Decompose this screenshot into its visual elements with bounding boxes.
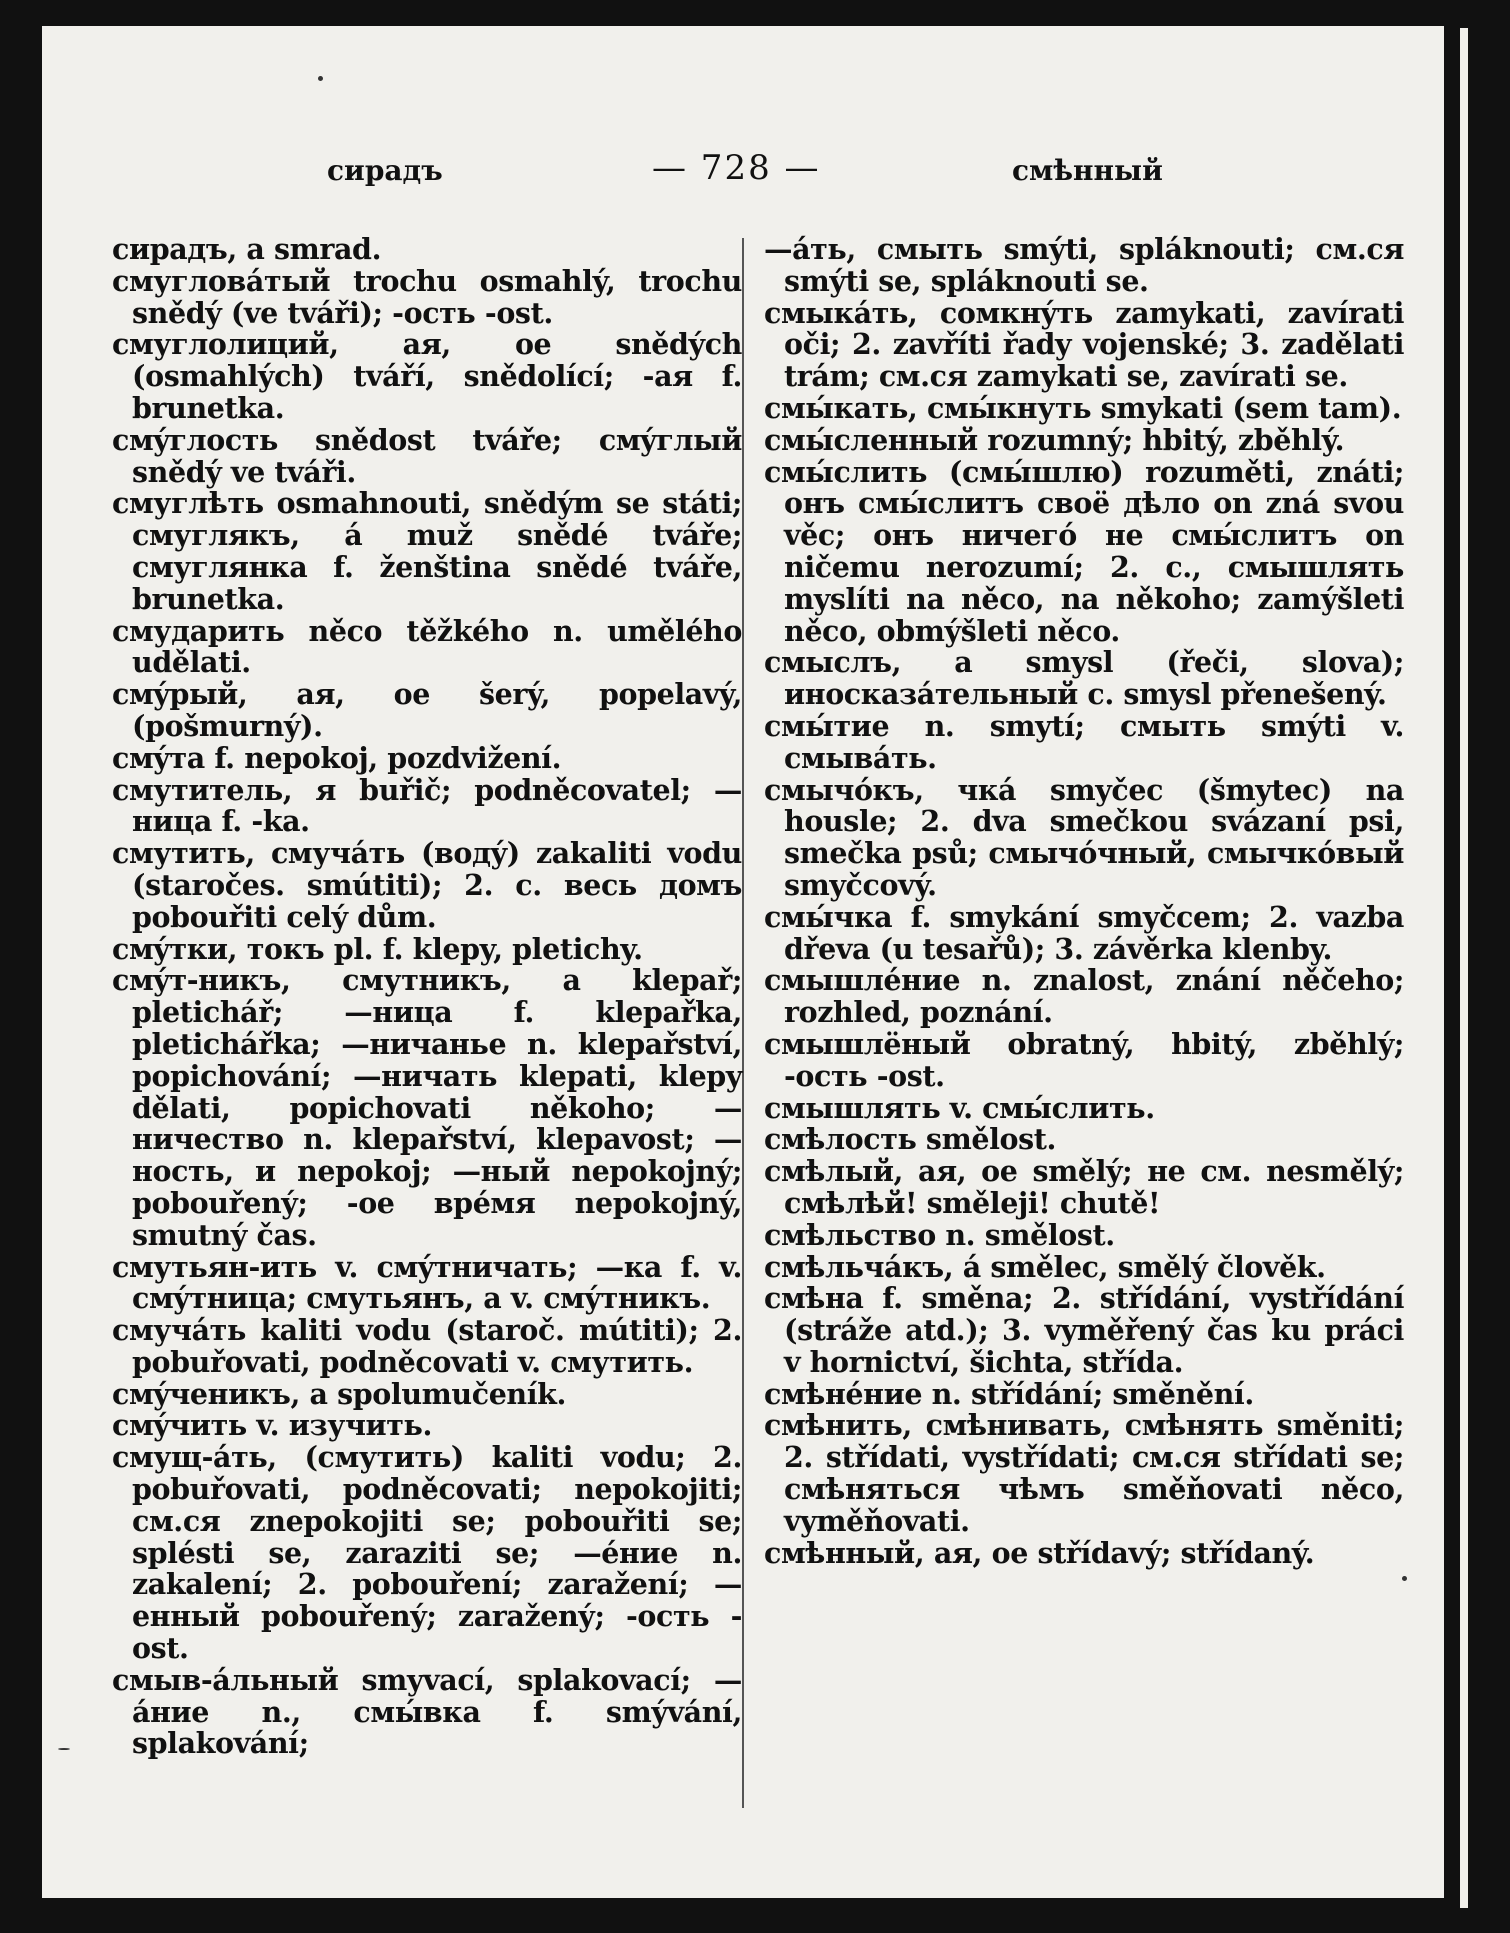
dictionary-entry: смугловáтый trochu osmahlý, trochu snědý (ve tváři); -ость -ost.: [112, 263, 742, 330]
dictionary-entry: смýченикъ, a spolumučeník.: [112, 1376, 567, 1411]
dictionary-entry: смышлёный obratný, hbitý, zběhlý; -ость -ost.: [764, 1026, 1404, 1093]
dictionary-entry: смуглѣть osmahnouti, snědým se státi; смуглякъ, á muž snědé tváře; смуглянка f. ženština snědé tváře, brunetka.: [112, 486, 742, 616]
dictionary-entry: смѣнить, смѣнивать, смѣнять směniti; 2. střídati, vystřídati; см.ся střídati se; смѣняться чѣмъ směňovati něco, vyměňovati.: [764, 1408, 1404, 1538]
dictionary-entry: смуглолиций, ая, ое snědých (osmahlých) tváří, snědolící; -ая f. brunetka.: [112, 327, 742, 425]
dictionary-entry: смутить, смучáть (водý) zakaliti vodu (staročes. smútiti); 2. с. весь домъ pobouřiti celý dům.: [112, 836, 742, 934]
dictionary-entry: смыслъ, a smysl (řeči, slova); иносказáтельный c. smysl přenešený.: [764, 645, 1404, 712]
page-header: [42, 144, 1444, 194]
dictionary-entry: смѣльство n. smělost.: [764, 1217, 1115, 1252]
dictionary-entry: смѣлый, ая, ое smělý; не см. nesmělý; смѣлѣй! směleji! chutě!: [764, 1154, 1404, 1220]
dictionary-entry: смѣльчáкъ, á smělec, smělý člověk.: [764, 1249, 1326, 1284]
dictionary-entry: смы́кать, смы́кнуть smykati (sem tam).: [764, 390, 1402, 425]
dictionary-page: [42, 26, 1444, 1898]
dictionary-entry: смѣна f. směna; 2. střídání, vystřídání (stráže atd.); 3. vyměřený čas ku práci v hornictví, šichta, střída.: [764, 1281, 1404, 1379]
dictionary-entry: смýчить v. изучить.: [112, 1408, 433, 1443]
dictionary-entry: смы́тие n. smytí; смыть smýti v. смывáть.: [764, 708, 1404, 775]
dictionary-entry: смутитель, я buřič; podněcovatel; —ница f. -ka.: [112, 772, 742, 839]
dictionary-entry: смущ-áть, (смутить) kaliti vodu; 2. pobuřovati, podněcovati; nepokojiti; см.ся znepokojiti se; pobouřiti se; splésti se, zaraziti se; —éние n. zakalení; 2. pobouření; zaražení; —енный pobouřený; zaražený; -ость -ost.: [112, 1440, 742, 1666]
dictionary-entry: смѣнный, ая, ое střídavý; střídaný.: [764, 1535, 1315, 1570]
dictionary-entry: сирадъ, a smrad.: [112, 232, 382, 266]
dictionary-entry: —áть, смыть smýti, spláknouti; см.ся smýti se, spláknouti se.: [764, 232, 1404, 298]
dictionary-entry: смутьян-ить v. смýтничать; —ка f. v. смýтница; смутьянъ, a v. смýтникъ.: [112, 1249, 742, 1316]
dictionary-entry: смыв-áльный smyvací, splakovací; —áние n., смы́вка f. smývání, splakování;: [112, 1662, 742, 1761]
dictionary-entry: смýта f. nepokoj, pozdvižení.: [112, 740, 562, 775]
column-divider: [742, 238, 744, 1808]
dictionary-entry: смýглость snědost tváře; смýглый snědý ve tváři.: [112, 422, 742, 489]
dictionary-entry: смударить něco těžkého n. umělého udělati.: [112, 613, 742, 680]
print-speck: [58, 1748, 70, 1750]
dictionary-entry: смы́сленный rozumný; hbitý, zběhlý.: [764, 422, 1345, 457]
adjacent-page-edge: [1460, 28, 1468, 1908]
left-column: [112, 234, 742, 1760]
dictionary-entry: смучáть kaliti vodu (staroč. mútiti); 2. pobuřovati, podněcovati v. смутить.: [112, 1313, 742, 1379]
dictionary-entry: смы́чка f. smykání smyčcem; 2. vazba dřeva (u tesařů); 3. závěrka klenby.: [764, 899, 1404, 966]
dictionary-entry: смýрый, ая, ое šerý, popelavý, (pošmurný).: [112, 677, 742, 743]
right-column: [764, 234, 1404, 1569]
dictionary-entry: смычóкъ, чкá smyčec (šmytec) na housle; 2. dva smečkou svázaní psi, smečka psů; смычóчный, смычкóвый smyčcový.: [764, 772, 1404, 902]
dictionary-entry: смѣнéние n. střídání; směnění.: [764, 1376, 1254, 1411]
header-left-guideword: сирадъ: [327, 154, 443, 187]
dictionary-entry: смышлéние n. znalost, znání něčeho; rozhled, poznání.: [764, 963, 1404, 1030]
dictionary-entry: смыкáть, сомкнýть zamykati, zavírati oči; 2. zavříti řady vojenské; 3. zadělati trám; см.ся zamykati se, zavírati se.: [764, 295, 1404, 394]
dictionary-entry: смýтки, токъ pl. f. klepy, pletichy.: [112, 931, 643, 966]
page-number: — 728 —: [652, 148, 821, 188]
dictionary-entry: смѣлость smělost.: [764, 1122, 1057, 1157]
dictionary-entry: смýт-никъ, смутникъ, a klepař; pletichář; —ница f. klepařka, pletichářka; —ничанье n. klepařství, popichování; —ничать klepati, klepy dělati, popichovati někoho; —ничество n. klepařství, klepavost; —ность, и nepokoj; —ный nepokojný; pobouřený; -ое врéмя nepokojný, smutný čas.: [112, 963, 742, 1252]
print-speck: [1402, 1576, 1407, 1581]
header-right-guideword: смѣнный: [1012, 154, 1163, 187]
dictionary-entry: смышлять v. смы́слить.: [764, 1090, 1155, 1125]
dictionary-entry: смы́слить (смы́шлю) rozuměti, znáti; онъ смы́слитъ своё дѣло on zná svou věc; онъ ничегó не смы́слитъ on ničemu nerozumí; 2. с., смышлять myslíti na něco, na někoho; zamýšleti něco, obmýšleti něco.: [764, 454, 1404, 648]
print-speck: [318, 76, 323, 81]
